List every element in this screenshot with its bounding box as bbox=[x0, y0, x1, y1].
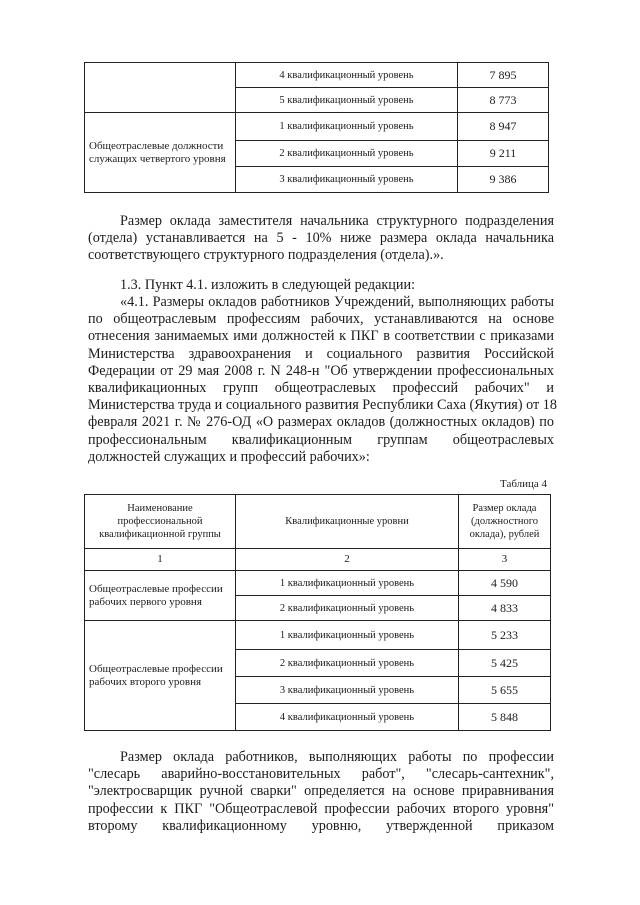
level-cell: 1 квалификационный уровень bbox=[236, 113, 458, 141]
table-header-row bbox=[85, 495, 551, 549]
salary-cell: 9 211 bbox=[458, 141, 549, 167]
column-header: Наименование профессиональной квалификационной группы bbox=[85, 495, 236, 549]
paragraph-4-1 bbox=[88, 294, 557, 466]
text-line: Федерации от 29 мая 2008 г. N 248-н "Об утверждении профессиональных bbox=[88, 362, 554, 379]
paragraph-clause bbox=[88, 277, 554, 294]
salary-cell: 4 590 bbox=[459, 571, 551, 596]
table-row bbox=[85, 63, 549, 88]
column-number: 1 bbox=[85, 549, 236, 571]
table-row bbox=[85, 571, 551, 596]
level-cell: 4 квалификационный уровень bbox=[236, 63, 458, 88]
text-line: 1.3. Пункт 4.1. изложить в следующей редакции: bbox=[120, 277, 416, 293]
salary-table-top bbox=[84, 62, 549, 193]
text-line: отнесения занимаемых ими должностей к ПКГ в соответствии с приказами bbox=[88, 328, 554, 345]
level-cell: 5 квалификационный уровень bbox=[236, 88, 458, 113]
table-row bbox=[85, 113, 549, 141]
text-line: соответствующего структурного подразделения (отдела).». bbox=[88, 247, 444, 264]
level-cell: 4 квалификационный уровень bbox=[236, 704, 459, 731]
level-cell: 1 квалификационный уровень bbox=[236, 571, 459, 596]
column-number: 3 bbox=[459, 549, 551, 571]
text-line: профессии к ПКГ "Общеотраслевой профессии рабочих второго уровня" bbox=[88, 800, 554, 817]
text-line: квалификационных групп общеотраслевых профессий рабочих" и bbox=[88, 380, 554, 397]
salary-cell: 9 386 bbox=[458, 167, 549, 193]
salary-cell: 8 773 bbox=[458, 88, 549, 113]
paragraph-deputy-salary bbox=[88, 213, 554, 265]
group-cell: Общеотраслевые профессии рабочих второго уровня bbox=[85, 621, 236, 731]
text-line: Размер оклада заместителя начальника структурного подразделения bbox=[120, 213, 554, 229]
text-line: февраля 2021 г. № 276-ОД «О размерах окладов (должностных окладов) по bbox=[88, 414, 554, 431]
level-cell: 3 квалификационный уровень bbox=[236, 677, 459, 704]
text-line: "электросварщик ручной сварки" определяется на основе приравнивания bbox=[88, 783, 554, 800]
level-cell: 2 квалификационный уровень bbox=[236, 650, 459, 677]
salary-cell: 5 848 bbox=[459, 704, 551, 731]
salary-cell: 5 425 bbox=[459, 650, 551, 677]
text-line: "слесарь аварийно-восстановительных работ", "слесарь-сантехник", bbox=[88, 766, 554, 783]
text-line: второму квалификационному уровню, утвержденной приказом bbox=[88, 817, 554, 834]
column-number: 2 bbox=[236, 549, 459, 571]
text-line: должностей служащих и профессий рабочих»: bbox=[88, 448, 370, 465]
salary-cell: 8 947 bbox=[458, 113, 549, 141]
salary-cell: 5 655 bbox=[459, 677, 551, 704]
text-line: «4.1. Размеры окладов работников Учреждений, выполняющих работы bbox=[120, 294, 554, 310]
group-cell: Общеотраслевые должности служащих четвертого уровня bbox=[85, 113, 236, 193]
column-header: Размер оклада (должностного оклада), рублей bbox=[459, 495, 551, 549]
text-line: по общеотраслевым профессиям рабочих, устанавливаются на основе bbox=[88, 311, 554, 328]
salary-table-4 bbox=[84, 494, 551, 731]
table-row bbox=[85, 621, 551, 650]
table-caption: Таблица 4 bbox=[500, 478, 548, 490]
salary-cell: 4 833 bbox=[459, 596, 551, 621]
level-cell: 2 квалификационный уровень bbox=[236, 141, 458, 167]
text-line: (отдела) устанавливается на 5 - 10% ниже размера оклада начальника bbox=[88, 230, 554, 247]
text-line: Министерства здравоохранения и социального развития Российской bbox=[88, 345, 554, 362]
paragraph-worker-salary bbox=[88, 749, 554, 835]
group-cell bbox=[85, 63, 236, 113]
column-header: Квалификационные уровни bbox=[236, 495, 459, 549]
group-cell: Общеотраслевые профессии рабочих первого уровня bbox=[85, 571, 236, 621]
column-number-row bbox=[85, 549, 551, 571]
level-cell: 3 квалификационный уровень bbox=[236, 167, 458, 193]
salary-cell: 5 233 bbox=[459, 621, 551, 650]
level-cell: 1 квалификационный уровень bbox=[236, 621, 459, 650]
salary-cell: 7 895 bbox=[458, 63, 549, 88]
text-line: Размер оклада работников, выполняющих работы по профессии bbox=[120, 749, 554, 765]
text-line: профессиональным квалификационным группам общеотраслевых bbox=[88, 431, 554, 448]
text-line: Министерства труда и социального развития Республики Саха (Якутия) от 18 bbox=[88, 397, 557, 414]
level-cell: 2 квалификационный уровень bbox=[236, 596, 459, 621]
